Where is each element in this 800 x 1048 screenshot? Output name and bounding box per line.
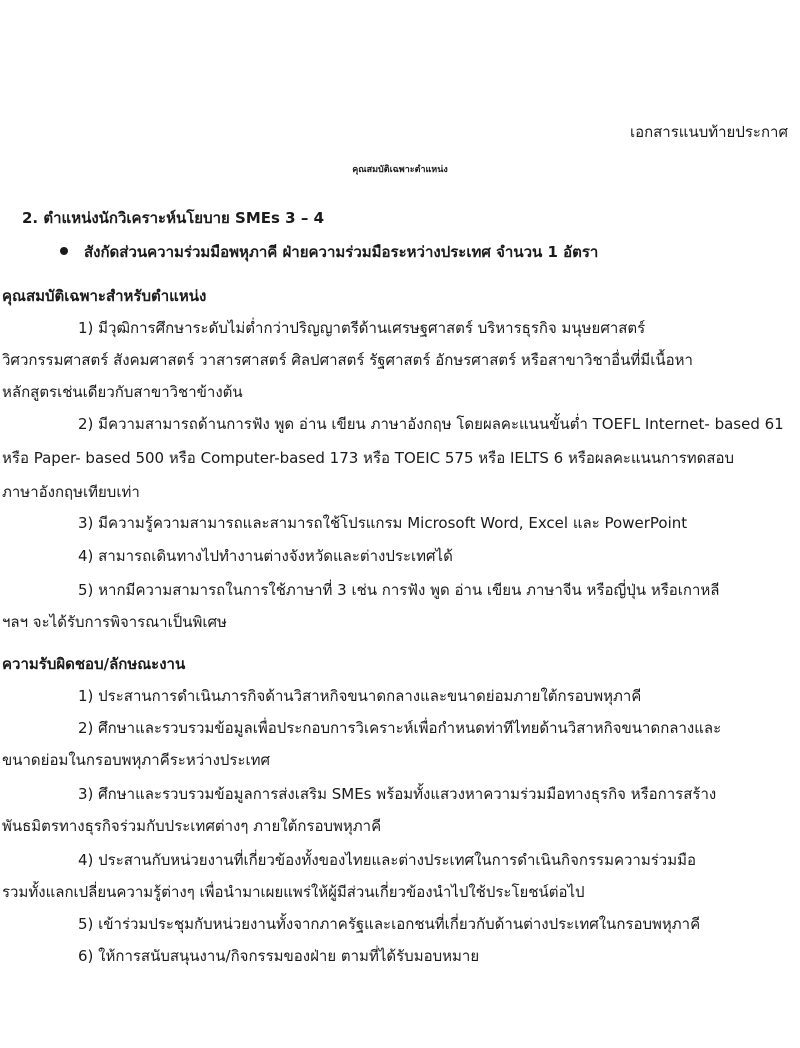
responsibility-line: รวมทั้งแลกเปลี่ยนความรู้ต่างๆ เพื่อนำมาเผยแพร่ให้ผู้มีส่วนเกี่ยวข้องนำไปใช้ประโยชน์ต่อไป [2, 883, 585, 901]
responsibility-line: 1) ประสานการดำเนินภารกิจด้านวิสาหกิจขนาดกลางและขนาดย่อมภายใต้กรอบพหุภาคี [78, 687, 642, 705]
responsibility-line: ขนาดย่อมในกรอบพหุภาคีระหว่างประเทศ [2, 751, 271, 769]
qualification-line: วิศวกรรมศาสตร์ สังคมศาสตร์ วาสารศาสตร์ ศิลปศาสตร์ รัฐศาสตร์ อักษรศาสตร์ หรือสาขาวิชาอื่นที่มีเนื้อหา [2, 351, 693, 369]
annex-label: เอกสารแนบท้ายประกาศ [629, 123, 788, 141]
qualification-line: หลักสูตรเช่นเดียวกับสาขาวิชาข้างต้น [2, 383, 243, 401]
responsibilities-heading: ความรับผิดชอบ/ลักษณะงาน [2, 655, 186, 673]
qualification-line: ภาษาอังกฤษเทียบเท่า [2, 483, 140, 501]
responsibility-line: 2) ศึกษาและรวบรวมข้อมูลเพื่อประกอบการวิเคราะห์เพื่อกำหนดท่าทีไทยด้านวิสาหกิจขนาดกลางและ [78, 719, 722, 737]
responsibility-line: พันธมิตรทางธุรกิจร่วมกับประเทศต่างๆ ภายใต้กรอบพหุภาคี [2, 817, 382, 835]
unit-bullet-text: สังกัดส่วนความร่วมมือพหุภาคี ฝ่ายความร่วมมือระหว่างประเทศ จำนวน 1 อัตรา [84, 243, 599, 261]
position-heading: 2. ตำแหน่งนักวิเคราะห์นโยบาย SMEs 3 – 4 [22, 209, 324, 227]
qualifications-heading: คุณสมบัติเฉพาะสำหรับตำแหน่ง [2, 287, 207, 305]
qualification-line: 2) มีความสามารถด้านการฟัง พูด อ่าน เขียน ภาษาอังกฤษ โดยผลคะแนนขั้นต่ำ TOEFL Internet- based 61 [78, 415, 784, 433]
qualification-line: 4) สามารถเดินทางไปทำงานต่างจังหวัดและต่างประเทศได้ [78, 547, 453, 565]
responsibility-line: 5) เข้าร่วมประชุมกับหน่วยงานทั้งจากภาครัฐและเอกชนที่เกี่ยวกับด้านต่างประเทศในกรอบพหุภาคี [78, 915, 701, 933]
qualification-line: 1) มีวุฒิการศึกษาระดับไม่ต่ำกว่าปริญญาตรีด้านเศรษฐศาสตร์ บริหารธุรกิจ มนุษยศาสตร์ [78, 319, 646, 337]
responsibility-line: 4) ประสานกับหน่วยงานที่เกี่ยวข้องทั้งของไทยและต่างประเทศในการดำเนินกิจกรรมความร่วมมือ [78, 851, 697, 869]
qualification-line: 5) หากมีความสามารถในการใช้ภาษาที่ 3 เช่น การฟัง พูด อ่าน เขียน ภาษาจีน หรือญี่ปุ่น หรือเกาหลี [78, 581, 720, 599]
responsibility-line: 3) ศึกษาและรวบรวมข้อมูลการส่งเสริม SMEs พร้อมทั้งแสวงหาความร่วมมือทางธุรกิจ หรือการสร้าง [78, 785, 717, 803]
qualification-line: หรือ Paper- based 500 หรือ Computer-based 173 หรือ TOEIC 575 หรือ IELTS 6 หรือผลคะแนนการทดสอบ [2, 449, 735, 467]
page-title: คุณสมบัติเฉพาะตำแหน่ง [352, 165, 448, 175]
bullet-icon [60, 247, 68, 255]
responsibility-line: 6) ให้การสนับสนุนงาน/กิจกรรมของฝ่าย ตามที่ได้รับมอบหมาย [78, 947, 480, 965]
unit-bullet-item [60, 240, 598, 264]
qualification-line: ฯลฯ จะได้รับการพิจารณาเป็นพิเศษ [2, 613, 227, 631]
qualification-line: 3) มีความรู้ความสามารถและสามารถใช้โปรแกรม Microsoft Word, Excel และ PowerPoint [78, 514, 688, 532]
